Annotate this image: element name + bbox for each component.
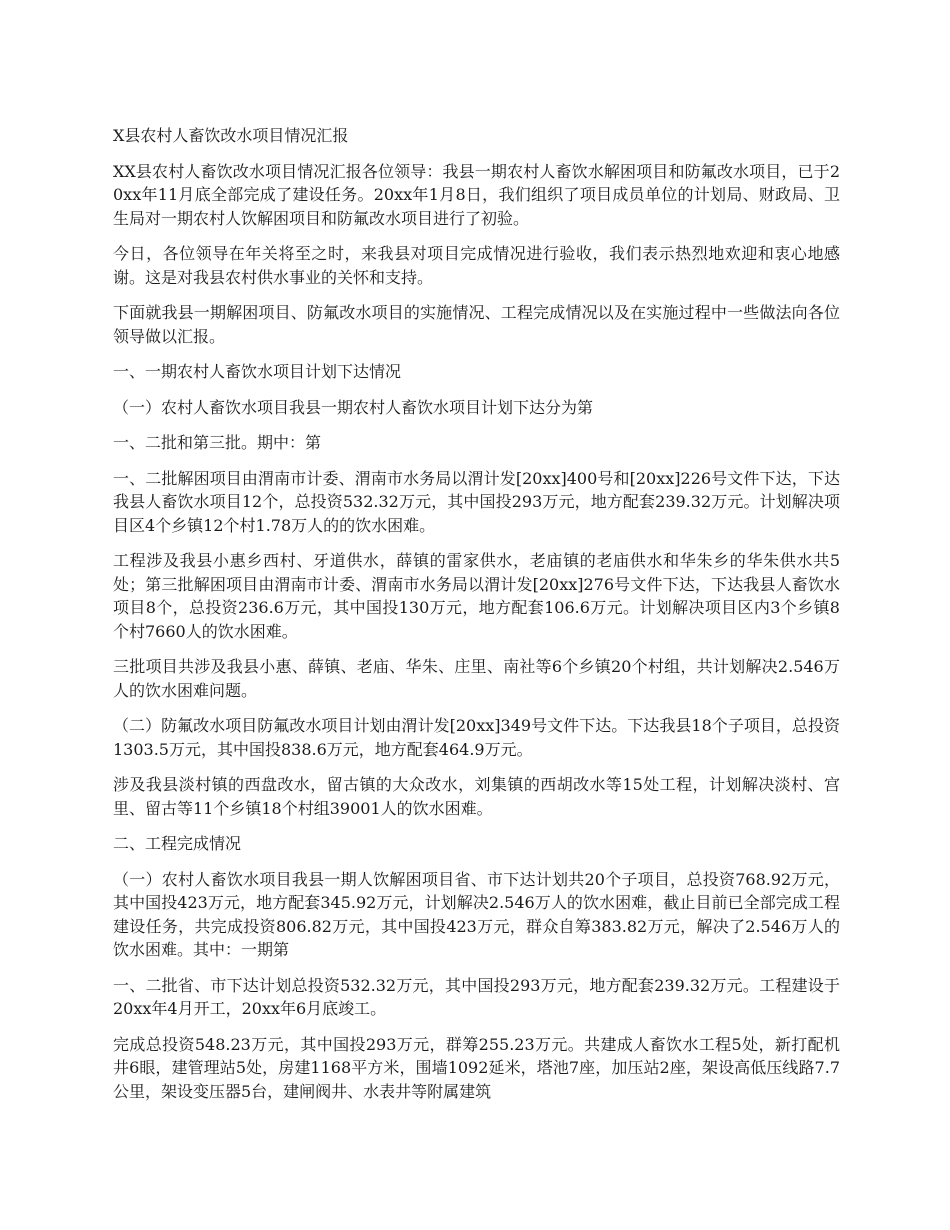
paragraph: XX县农村人畜饮改水项目情况汇报各位领导：我县一期农村人畜饮水解困项目和防氟改水项目，已于20xx年11月底全部完成了建设任务。20xx年1月8日，我们组织了项目成员单位的计划局、财政局、卫生局对一期农村人饮解困项目和防氟改水项目进行了初验。: [113, 161, 840, 228]
paragraph: 下面就我县一期解困项目、防氟改水项目的实施情况、工程完成情况以及在实施过程中一些做法向各位领导做以汇报。: [113, 303, 840, 346]
paragraph: （一）农村人畜饮水项目我县一期人饮解困项目省、市下达计划共20个子项目，总投资768.92万元，其中国投423万元，地方配套345.92万元，计划解决2.546万人的饮水困难，截止目前已全部完成工程建设任务，共完成投资806.82万元，其中国投423万元，群众自筹383.82万元，解决了2.546万人的饮水困难。其中：一期第: [113, 869, 840, 959]
paragraph: （一）农村人畜饮水项目我县一期农村人畜饮水项目计划下达分为第: [113, 397, 594, 417]
paragraph: 一、二批省、市下达计划总投资532.32万元，其中国投293万元，地方配套239.32万元。工程建设于20xx年4月开工，20xx年6月底竣工。: [113, 975, 840, 1018]
document-title: X县农村人畜饮改水项目情况汇报: [113, 126, 349, 145]
paragraph: 工程涉及我县小惠乡西村、牙道供水，薛镇的雷家供水，老庙镇的老庙供水和华朱乡的华朱供水共5处；第三批解困项目由渭南市计委、渭南市水务局以渭计发[20xx]276号文件下达，下达我县人畜饮水项目8个，总投资236.6万元，其中国投130万元，地方配套106.6万元。计划解决项目区内3个乡镇8个村7660人的饮水困难。: [113, 551, 840, 641]
paragraph: 三批项目共涉及我县小惠、薛镇、老庙、华朱、庄里、南社等6个乡镇20个村组，共计划解决2.546万人的饮水困难问题。: [113, 657, 840, 700]
section-heading: 一、一期农村人畜饮水项目计划下达情况: [113, 362, 402, 381]
paragraph: 一、二批解困项目由渭南市计委、渭南市水务局以渭计发[20xx]400号和[20xx]226号文件下达，下达我县人畜饮水项目12个，总投资532.32万元，其中国投293万元，地方配套239.32万元。计划解决项目区4个乡镇12个村1.78万人的的饮水困难。: [113, 468, 840, 535]
paragraph: 涉及我县淡村镇的西盘改水，留古镇的大众改水，刘集镇的西胡改水等15处工程，计划解决淡村、宫里、留古等11个乡镇18个村组39001人的饮水困难。: [113, 775, 840, 818]
section-heading: 二、工程完成情况: [113, 834, 242, 853]
paragraph: 今日，各位领导在年关将至之时，来我县对项目完成情况进行验收，我们表示热烈地欢迎和衷心地感谢。这是对我县农村供水事业的关怀和支持。: [113, 244, 840, 287]
document-body: [113, 124, 840, 1115]
paragraph: （二）防氟改水项目防氟改水项目计划由渭计发[20xx]349号文件下达。下达我县18个子项目，总投资1303.5万元，其中国投838.6万元，地方配套464.9万元。: [113, 716, 840, 759]
paragraph: 完成总投资548.23万元，其中国投293万元，群筹255.23万元。共建成人畜饮水工程5处，新打配机井6眼，建管理站5处，房建1168平方米，围墙1092延米，塔池7座，加压站2座，架设高低压线路7.7公里，架设变压器5台，建闸阀井、水表井等附属建筑: [113, 1034, 840, 1101]
paragraph: 一、二批和第三批。期中：第: [113, 433, 322, 452]
